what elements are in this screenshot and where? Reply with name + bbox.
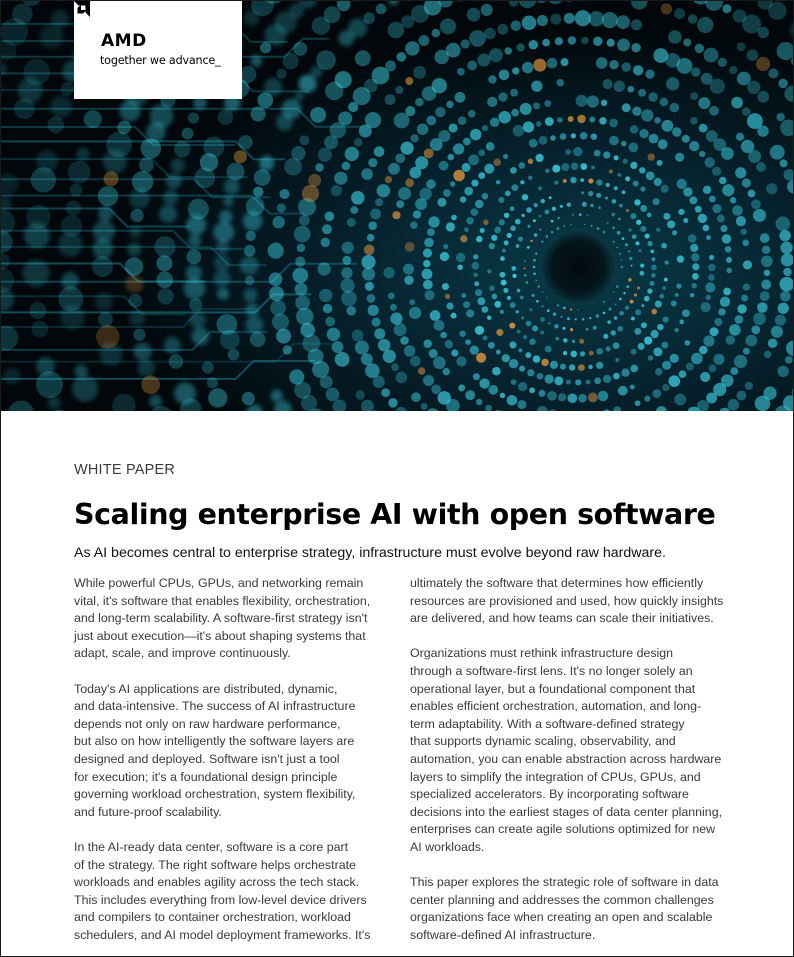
text-line: and compilers to container orchestration, workload	[74, 910, 351, 925]
body-paragraph	[74, 575, 394, 663]
text-line: are delivered, and how teams can scale their initiatives.	[410, 611, 714, 626]
text-line: software-defined AI infrastructure.	[410, 927, 596, 942]
amd-logo	[74, 1, 242, 99]
body-paragraph	[410, 645, 740, 856]
page-subtitle: As AI becomes central to enterprise strategy, infrastructure must evolve beyond raw hardware.	[74, 545, 666, 561]
text-line: through a software-first lens. It's no longer solely an	[410, 663, 693, 678]
text-line: specialized accelerators. By incorporating software	[410, 787, 689, 802]
text-line: AI workloads.	[410, 839, 485, 854]
brand-tagline: together we advance_	[100, 54, 221, 67]
hero-image	[1, 1, 794, 411]
text-line: that supports dynamic scaling, observability, and	[410, 734, 676, 749]
amd-wordmark: AMD	[101, 31, 147, 51]
body-column-right	[410, 575, 740, 957]
text-line: operational layer, but a foundational component that	[410, 681, 696, 696]
text-line: and future-proof scalability.	[74, 804, 222, 819]
text-line: and data-intensive. The success of AI infrastructure	[74, 699, 356, 714]
text-line: depends not only on raw hardware performance,	[74, 716, 341, 731]
text-line: vital, it's software that enables flexibility, orchestration,	[74, 593, 371, 608]
text-line: but also on how intelligently the software layers are	[74, 734, 355, 749]
text-line: schedulers, and AI model deployment frameworks. It's	[74, 927, 371, 942]
text-line: Organizations must rethink infrastructure design	[410, 646, 674, 661]
text-line: enterprises can create agile solutions optimized for new	[410, 822, 716, 837]
text-line: for execution; it's a foundational design principle	[74, 769, 338, 784]
text-line: governing workload orchestration, system flexibility,	[74, 787, 356, 802]
text-line: center planning and addresses the common challenges	[410, 892, 714, 907]
text-line: workloads and enables agility across the tech stack.	[74, 875, 360, 890]
text-line: While powerful CPUs, GPUs, and networking remain	[74, 576, 364, 590]
text-line: adapt, scale, and improve continuously.	[74, 646, 291, 661]
text-line: In the AI-ready data center, software is a core part	[74, 839, 349, 854]
text-line: just about execution—it's about shaping systems that	[74, 628, 366, 643]
body-paragraph	[410, 874, 740, 944]
text-line: This includes everything from low-level device drivers	[74, 892, 367, 907]
text-line: This paper explores the strategic role of software in data	[410, 875, 719, 890]
body-column-left	[74, 575, 394, 957]
text-line: layers to simplify the integration of CPUs, GPUs, and	[410, 769, 701, 784]
text-line: and long-term scalability. A software-first strategy isn't	[74, 611, 368, 626]
text-line: resources are provisioned and used, how quickly insights	[410, 593, 724, 608]
body-paragraph	[74, 681, 394, 822]
text-line: automation, you can enable abstraction across hardware	[410, 751, 722, 766]
body-paragraph	[74, 839, 394, 945]
body-paragraph	[410, 575, 740, 628]
amd-arrow-icon	[74, 1, 90, 17]
text-line: Today's AI applications are distributed, dynamic,	[74, 681, 338, 696]
text-line: term adaptability. With a software-defined strategy	[410, 716, 685, 731]
text-line: of the strategy. The right software helps orchestrate	[74, 857, 356, 872]
text-line: enables efficient orchestration, automation, and long-	[410, 699, 702, 714]
text-line: organizations face when creating an open and scalable	[410, 910, 713, 925]
text-line: ultimately the software that determines how efficiently	[410, 576, 704, 590]
page-title: Scaling enterprise AI with open software	[74, 498, 716, 531]
text-line: decisions into the earliest stages of data center planning,	[410, 804, 723, 819]
document-type-label: WHITE PAPER	[74, 462, 176, 478]
text-line: designed and deployed. Software isn't just a tool	[74, 751, 340, 766]
